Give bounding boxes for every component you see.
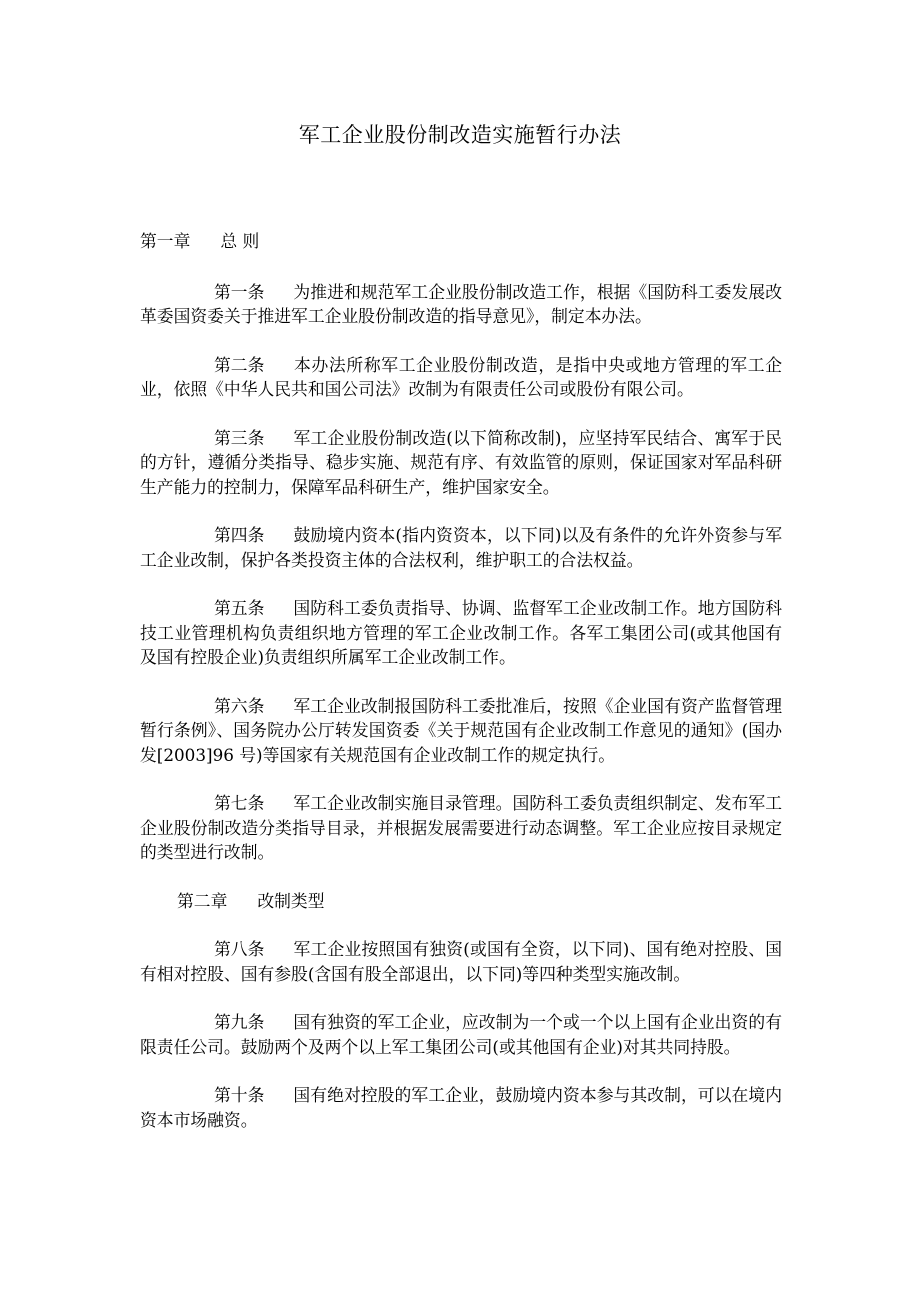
article-paragraph <box>140 280 782 329</box>
article-text: 国防科工委负责指导、协调、监督军工企业改制工作。地方国防科技工业管理机构负责组织地方管理的军工企业改制工作。各军工集团公司(或其他国有及国有控股企业)负责组织所属军工企业改制工作。 <box>140 598 782 667</box>
chapter-heading-2 <box>140 889 782 914</box>
document-body <box>140 229 782 1156</box>
article-label: 第七条 <box>214 793 265 813</box>
article-paragraph <box>140 353 782 402</box>
article-text: 鼓励境内资本(指内资资本，以下同)以及有条件的允许外资参与军工企业改制，保护各类投资主体的合法权利，维护职工的合法权益。 <box>140 525 782 570</box>
article-paragraph <box>140 1083 782 1132</box>
article-label: 第一条 <box>214 281 265 302</box>
article-text: 军工企业改制实施目录管理。国防科工委负责组织制定、发布军工企业股份制改造分类指导目录，并根据发展需要进行动态调整。军工企业应按目录规定的类型进行改制。 <box>140 793 782 862</box>
article-paragraph <box>140 426 782 500</box>
article-label: 第六条 <box>214 695 265 716</box>
article-label: 第十条 <box>214 1085 265 1105</box>
article-text: 军工企业改制报国防科工委批准后，按照《企业国有资产监督管理暂行条例》、国务院办公厅转发国资委《关于规范国有企业改制工作意见的通知》(国办发[2003]96 号)等国家有关规范国有企业改制工作的规定执行。 <box>140 695 782 765</box>
article-text: 国有独资的军工企业，应改制为一个或一个以上国有企业出资的有限责任公司。鼓励两个及两个以上军工集团公司(或其他国有企业)对其共同持股。 <box>140 1012 782 1057</box>
article-label: 第五条 <box>214 598 265 618</box>
article-label: 第四条 <box>214 525 265 545</box>
article-text: 军工企业股份制改造(以下简称改制)，应坚持军民结合、寓军于民的方针，遵循分类指导、稳步实施、规范有序、有效监管的原则，保证国家对军品科研生产能力的控制力，保障军品科研生产，维护国家安全。 <box>140 427 782 497</box>
article-paragraph <box>140 694 782 768</box>
article-paragraph <box>140 791 782 865</box>
chapter-name: 改制类型 <box>257 890 325 911</box>
article-label: 第八条 <box>214 939 265 959</box>
article-paragraph <box>140 596 782 670</box>
article-paragraph <box>140 1010 782 1059</box>
chapter-label: 第二章 <box>177 890 228 911</box>
chapter-heading-1 <box>140 229 782 254</box>
chapter-label: 第一章 <box>140 231 191 251</box>
article-label: 第二条 <box>214 354 265 375</box>
article-text: 本办法所称军工企业股份制改造，是指中央或地方管理的军工企业，依照《中华人民共和国公司法》改制为有限责任公司或股份有限公司。 <box>140 354 782 399</box>
document-title: 军工企业股份制改造实施暂行办法 <box>298 123 622 147</box>
chapter-name: 总 则 <box>220 231 260 251</box>
article-label: 第九条 <box>214 1012 265 1032</box>
article-label: 第三条 <box>214 427 265 448</box>
article-paragraph <box>140 523 782 572</box>
article-text: 国有绝对控股的军工企业，鼓励境内资本参与其改制，可以在境内资本市场融资。 <box>140 1085 782 1130</box>
article-text: 军工企业按照国有独资(或国有全资，以下同)、国有绝对控股、国有相对控股、国有参股(含国有股全部退出，以下同)等四种类型实施改制。 <box>140 939 782 984</box>
article-paragraph <box>140 937 782 986</box>
article-text: 为推进和规范军工企业股份制改造工作，根据《国防科工委发展改革委国资委关于推进军工企业股份制改造的指导意见》，制定本办法。 <box>140 281 782 326</box>
